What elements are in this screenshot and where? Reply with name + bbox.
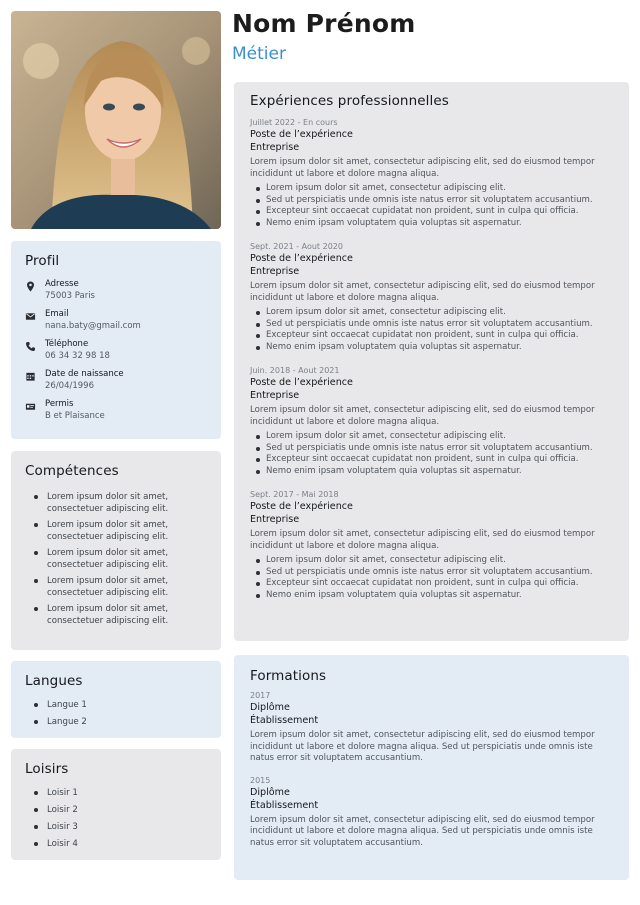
formations-title: Formations [250,668,327,684]
profil-email [25,309,207,332]
list-item: Loisir 4 [25,838,207,850]
list-item: Lorem ipsum dolor sit amet, consectetur adipiscing elit. [250,555,615,567]
competences-title: Compétences [25,463,119,479]
experience-bullets [250,555,615,601]
experience-date: Sept. 2021 - Aout 2020 [250,242,343,251]
list-item: Lorem ipsum dolor sit amet, consectetuer adipiscing elit. [25,491,207,515]
experience-description: Lorem ipsum dolor sit amet, consectetur adipiscing elit, sed do eiusmod tempor incididunt ut labore et dolore magna aliqua. [250,529,595,551]
profil-value: 75003 Paris [45,291,95,301]
experience-date: Sept. 2017 - Mai 2018 [250,490,339,499]
list-item: Excepteur sint occaecat cupidatat non proident, sunt in culpa qui officia. [250,206,615,218]
list-item: Nemo enim ipsam voluptatem quia voluptas sit aspernatur. [250,342,615,354]
profil-label: Adresse [45,279,79,289]
experiences-section [234,82,629,641]
list-item: Langue 2 [25,716,207,728]
person-name: Nom Prénom [232,9,416,38]
experience-position: Poste de l’expérience [250,253,353,264]
experience-date: Juillet 2022 - En cours [250,118,338,127]
list-item: Excepteur sint occaecat cupidatat non proident, sunt in culpa qui officia. [250,330,615,342]
list-item: Loisir 2 [25,804,207,816]
experience-company: Entreprise [250,514,300,525]
list-item: Excepteur sint occaecat cupidatat non proident, sunt in culpa qui officia. [250,454,615,466]
list-item: Nemo enim ipsam voluptatem quia voluptas sit aspernatur. [250,590,615,602]
langues-list [25,699,207,728]
langues-title: Langues [25,673,83,689]
profil-title: Profil [25,253,60,269]
list-item: Sed ut perspiciatis unde omnis iste natus error sit voluptatem accusantium. [250,443,615,455]
profil-license [25,399,207,422]
formation-degree: Diplôme [250,702,290,713]
profil-address [25,279,207,302]
experience-item [250,365,615,477]
list-item: Lorem ipsum dolor sit amet, consectetur adipiscing elit. [250,307,615,319]
experiences-title: Expériences professionnelles [250,93,449,109]
profil-phone [25,339,207,362]
list-item: Lorem ipsum dolor sit amet, consectetuer adipiscing elit. [25,547,207,571]
calendar-icon [25,371,45,382]
list-item: Lorem ipsum dolor sit amet, consectetuer adipiscing elit. [25,575,207,599]
langues-section [11,661,221,738]
experience-bullets [250,183,615,229]
profil-value: B et Plaisance [45,411,105,421]
formation-year: 2017 [250,691,271,700]
list-item: Loisir 1 [25,787,207,799]
formations-section [234,655,629,880]
experience-item [250,241,615,353]
experience-company: Entreprise [250,390,300,401]
profil-label: Téléphone [45,339,89,349]
profil-label: Permis [45,399,74,409]
competences-section [11,451,221,650]
mail-icon [25,311,45,322]
experience-item [250,489,615,601]
job-title: Métier [232,44,286,64]
profil-value: 26/04/1996 [45,381,94,391]
list-item: Lorem ipsum dolor sit amet, consectetuer adipiscing elit. [25,603,207,627]
profil-section [11,241,221,439]
profil-value: 06 34 32 98 18 [45,351,110,361]
formation-school: Établissement [250,715,319,726]
list-item: Lorem ipsum dolor sit amet, consectetuer adipiscing elit. [25,519,207,543]
loisirs-title: Loisirs [25,761,69,777]
location-pin-icon [25,281,45,292]
experience-description: Lorem ipsum dolor sit amet, consectetur adipiscing elit, sed do eiusmod tempor incididunt ut labore et dolore magna aliqua. [250,157,595,179]
id-card-icon [25,401,45,412]
experience-description: Lorem ipsum dolor sit amet, consectetur adipiscing elit, sed do eiusmod tempor incididunt ut labore et dolore magna aliqua. [250,281,595,303]
list-item: Excepteur sint occaecat cupidatat non proident, sunt in culpa qui officia. [250,578,615,590]
experience-position: Poste de l’expérience [250,129,353,140]
formation-item [250,690,615,765]
phone-icon [25,341,45,352]
profil-birthdate [25,369,207,392]
experience-date: Juin. 2018 - Aout 2021 [250,366,340,375]
profil-label: Email [45,309,69,319]
experience-item [250,117,615,229]
list-item: Langue 1 [25,699,207,711]
experience-bullets [250,431,615,477]
experience-company: Entreprise [250,142,300,153]
list-item: Nemo enim ipsam voluptatem quia voluptas sit aspernatur. [250,218,615,230]
list-item: Sed ut perspiciatis unde omnis iste natus error sit voluptatem accusantium. [250,567,615,579]
profil-value: nana.baty@gmail.com [45,321,141,331]
list-item: Sed ut perspiciatis unde omnis iste natus error sit voluptatem accusantium. [250,319,615,331]
formation-year: 2015 [250,775,271,785]
experience-position: Poste de l’expérience [250,501,353,512]
header [232,8,415,66]
list-item: Loisir 3 [25,821,207,833]
formation-degree: Diplôme [250,786,290,798]
list-item: Lorem ipsum dolor sit amet, consectetur adipiscing elit. [250,183,615,195]
formation-description: Lorem ipsum dolor sit amet, consectetur adipiscing elit, sed do eiusmod tempor incididunt ut labore et dolore magna aliqua. Sed ut perspiciatis unde omnis iste natus error sit voluptatem accusantium. [250,730,595,763]
competences-list [25,491,207,627]
list-item: Nemo enim ipsam voluptatem quia voluptas sit aspernatur. [250,466,615,478]
experience-description: Lorem ipsum dolor sit amet, consectetur adipiscing elit, sed do eiusmod tempor incididunt ut labore et dolore magna aliqua. [250,405,595,427]
formation-description: Lorem ipsum dolor sit amet, consectetur adipiscing elit, sed do eiusmod tempor incididunt ut labore et dolore magna aliqua. Sed ut perspiciatis unde omnis iste natus error sit voluptatem accusantium. [250,814,595,848]
formation-item [250,775,615,850]
experience-bullets [250,307,615,353]
experience-position: Poste de l’expérience [250,377,353,388]
experience-company: Entreprise [250,266,300,277]
profile-photo [11,11,221,229]
loisirs-section [11,749,221,860]
loisirs-list [25,787,207,850]
list-item: Lorem ipsum dolor sit amet, consectetur adipiscing elit. [250,431,615,443]
profil-label: Date de naissance [45,369,124,379]
formation-school: Établissement [250,799,319,811]
list-item: Sed ut perspiciatis unde omnis iste natus error sit voluptatem accusantium. [250,195,615,207]
